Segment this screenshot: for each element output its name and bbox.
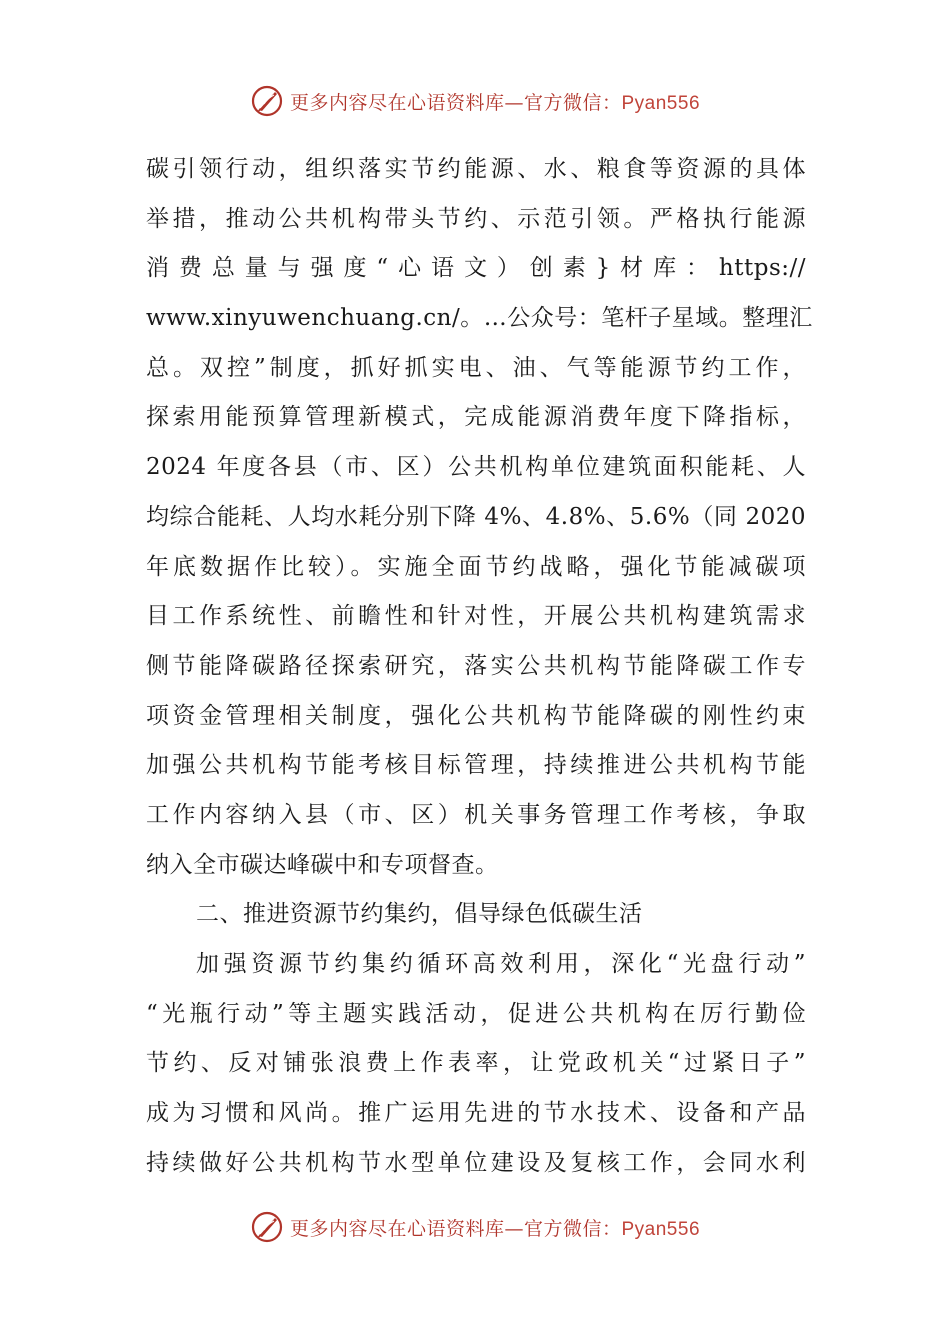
body-line: 均综合能耗、人均水耗分别下降 4%、4.8%、5.6%（同 2020 xyxy=(146,503,806,530)
body-line: 侧节能降碳路径探索研究，落实公共机构节能降碳工作专 xyxy=(146,652,806,679)
footer-banner-text: 更多内容尽在心语资料库—官方微信：Pyan556 xyxy=(289,1217,701,1240)
document-body xyxy=(146,145,813,1188)
body-line: 消费总量与强度“心语文）创素}材库：https:// xyxy=(146,255,806,282)
header-banner-text: 更多内容尽在心语资料库—官方微信：Pyan556 xyxy=(289,91,701,114)
body-line: 纳入全市碳达峰碳中和专项督查。 xyxy=(146,851,499,878)
header-banner xyxy=(0,84,950,118)
body-line: 加强公共机构节能考核目标管理，持续推进公共机构节能 xyxy=(146,752,806,779)
body-line: 碳引领行动，组织落实节约能源、水、粮食等资源的具体 xyxy=(146,156,806,182)
footer-banner-handle: Pyan556 xyxy=(621,1218,701,1240)
body-line: 2024 年度各县（市、区）公共机构单位建筑面积能耗、人 xyxy=(146,454,806,481)
body-line: 总。双控”制度，抓好抓实电、油、气等能源节约工作， xyxy=(146,354,806,381)
body-line: 项资金管理相关制度，强化公共机构节能降碳的刚性约束 xyxy=(146,702,806,729)
body-line: 年底数据作比较）。实施全面节约战略，强化节能减碳项 xyxy=(146,553,806,580)
body-line: 举措，推动公共机构带头节约、示范引领。严格执行能源 xyxy=(146,205,806,232)
quill-pen-logo-icon xyxy=(250,1210,284,1244)
footer-banner xyxy=(0,1210,950,1244)
body-line: 成为习惯和风尚。推广运用先进的节水技术、设备和产品 xyxy=(146,1100,806,1127)
body-line: 持续做好公共机构节水型单位建设及复核工作，会同水利 xyxy=(146,1149,806,1176)
body-line: 节约、反对铺张浪费上作表率，让党政机关“过紧日子” xyxy=(146,1050,806,1077)
quill-pen-logo-icon xyxy=(250,84,284,118)
section-heading: 二、推进资源节约集约，倡导绿色低碳生活 xyxy=(196,901,643,928)
header-banner-handle: Pyan556 xyxy=(621,92,701,114)
body-line: 工作内容纳入县（市、区）机关事务管理工作考核，争取 xyxy=(146,801,806,828)
body-line: “光瓶行动”等主题实践活动，促进公共机构在厉行勤俭 xyxy=(146,1000,806,1027)
body-line: www.xinyuwenchuang.cn/。…公众号：笔杆子星域。整理汇 xyxy=(146,305,813,332)
body-line: 目工作系统性、前瞻性和针对性，开展公共机构建筑需求 xyxy=(146,603,806,630)
body-line: 探索用能预算管理新模式，完成能源消费年度下降指标， xyxy=(146,404,806,431)
body-line: 加强资源节约集约循环高效利用，深化“光盘行动” xyxy=(196,951,806,977)
